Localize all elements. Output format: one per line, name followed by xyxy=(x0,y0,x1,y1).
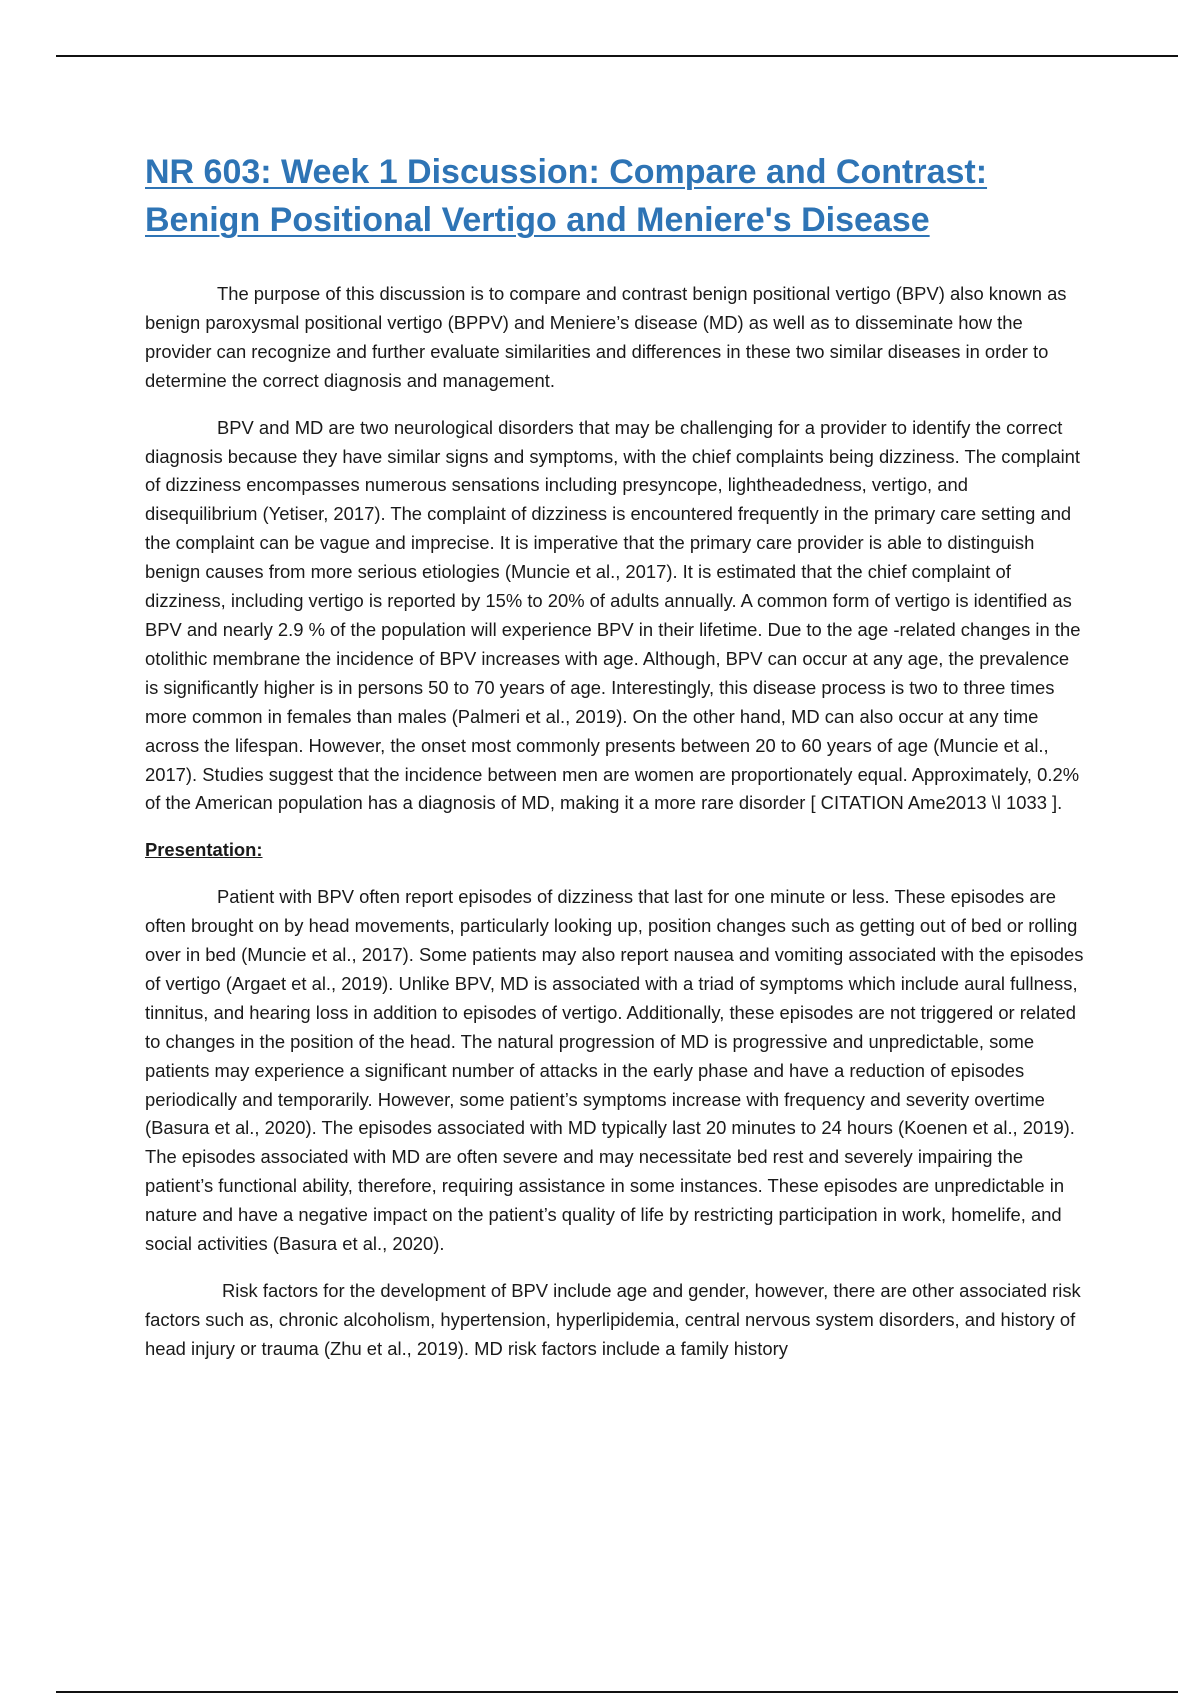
document-body xyxy=(145,148,1085,1382)
presentation-heading: Presentation: xyxy=(145,839,263,861)
background-paragraph: BPV and MD are two neurological disorders that may be challenging for a provider to identify the correct diagnosis because they have similar signs and symptoms, with the chief complaints being dizziness. The complaint of dizziness encompasses numerous sensations including presyncope, lightheadedness, vertigo, and disequilibrium (Yetiser, 2017). The complaint of dizziness is encountered frequently in the primary care setting and the complaint can be vague and imprecise. It is imperative that the primary care provider is able to distinguish benign causes from more serious etiologies (Muncie et al., 2017). It is estimated that the chief complaint of dizziness, including vertigo is reported by 15% to 20% of adults annually. A common form of vertigo is identified as BPV and nearly 2.9 % of the population will experience BPV in their lifetime. Due to the age -related changes in the otolithic membrane the incidence of BPV increases with age. Although, BPV can occur at any age, the prevalence is significantly higher is in persons 50 to 70 years of age. Interestingly, this disease process is two to three times more common in females than males (Palmeri et al., 2019). On the other hand, MD can also occur at any time across the lifespan. However, the onset most commonly presents between 20 to 60 years of age (Muncie et al., 2017). Studies suggest that the incidence between men are women are proportionately equal. Approximately, 0.2% of the American population has a diagnosis of MD, making it a more rare disorder [ CITATION Ame2013 \l 1033 ]. xyxy=(145,416,1081,814)
title-line-1: NR 603: Week 1 Discussion: Compare and Contrast: xyxy=(145,153,988,191)
risk-factors-paragraph: Risk factors for the development of BPV include age and gender, however, there are other associated risk factors such as, chronic alcoholism, hypertension, hyperlipidemia, central nervous system disorders, and history of head injury or trauma (Zhu et al., 2019). MD risk factors include a family history xyxy=(145,1280,1081,1359)
document-title xyxy=(145,148,1085,244)
intro-paragraph: The purpose of this discussion is to compare and contrast benign positional vertigo (BPV) also known as benign paroxysmal positional vertigo (BPPV) and Meniere’s disease (MD) as well as to disseminate how the provider can recognize and further evaluate similarities and differences in these two similar diseases in order to determine the correct diagnosis and management. xyxy=(145,283,1067,391)
presentation-paragraph: Patient with BPV often report episodes of dizziness that last for one minute or less. These episodes are often brought on by head movements, particularly looking up, position changes such as getting out of bed or rolling over in bed (Muncie et al., 2017). Some patients may also report nausea and vomiting associated with the episodes of vertigo (Argaet et al., 2019). Unlike BPV, MD is associated with a triad of symptoms which include aural fullness, tinnitus, and hearing loss in addition to episodes of vertigo. Additionally, these episodes are not triggered or related to changes in the position of the head. The natural progression of MD is progressive and unpredictable, some patients may experience a significant number of attacks in the early phase and have a reduction of episodes periodically and temporarily. However, some patient’s symptoms increase with frequency and severity overtime (Basura et al., 2020). The episodes associated with MD typically last 20 minutes to 24 hours (Koenen et al., 2019). The episodes associated with MD are often severe and may necessitate bed rest and severely impairing the patient’s functional ability, therefore, requiring assistance in some instances. These episodes are unpredictable in nature and have a negative impact on the patient’s quality of life by restricting participation in work, homelife, and social activities (Basura et al., 2020). xyxy=(145,886,1084,1255)
footer-rule xyxy=(56,1691,1178,1693)
header-rule xyxy=(56,55,1178,57)
title-line-2: Benign Positional Vertigo and Meniere's Disease xyxy=(145,201,930,239)
